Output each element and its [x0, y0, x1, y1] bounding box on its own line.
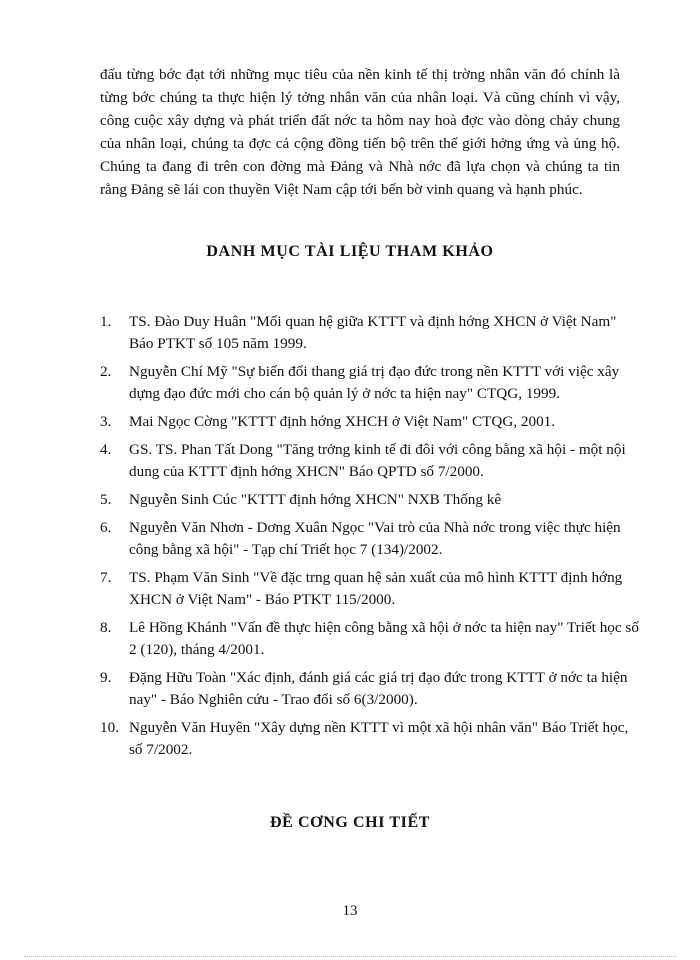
reference-text: Nguyễn Sinh Cúc "KTTT định hớng XHCN" NXB Thống kê: [129, 491, 502, 508]
outline-heading: ĐỀ CƠNG CHI TIẾT: [269, 814, 430, 831]
reference-item: [100, 489, 640, 511]
reference-text: TS. Đào Duy Huân "Mối quan hệ giữa KTTT và định hớng XHCN ở Việt Nam" Báo PTKT số 105 năm 1999.: [129, 313, 617, 352]
reference-number: 1.: [100, 313, 112, 330]
reference-text: Lê Hồng Khánh "Vấn đề thực hiện công bằng xã hội ở nớc ta hiện nay" Triết học số 2 (120), tháng 4/2001.: [129, 619, 639, 658]
reference-item: [100, 411, 640, 433]
reference-number: 6.: [100, 519, 112, 536]
reference-item: [100, 717, 640, 761]
reference-number: 7.: [100, 569, 112, 586]
reference-number: 3.: [100, 413, 112, 430]
reference-number: 2.: [100, 363, 112, 380]
reference-number: 9.: [100, 669, 112, 686]
reference-number: 10.: [100, 719, 119, 736]
reference-item: [100, 439, 640, 483]
reference-number: 5.: [100, 491, 112, 508]
reference-item: [100, 617, 640, 661]
reference-number: 8.: [100, 619, 112, 636]
reference-item: [100, 361, 640, 405]
references-heading: DANH MỤC TÀI LIỆU THAM KHẢO: [206, 243, 494, 260]
reference-number: 4.: [100, 441, 112, 458]
reference-text: Nguyễn Văn Nhơn - Dơng Xuân Ngọc "Vai trò của Nhà nớc trong việc thực hiện công bằng xã hội" - Tạp chí Triết học 7 (134)/2002.: [129, 519, 621, 558]
reference-item: [100, 667, 640, 711]
reference-item: [100, 311, 640, 355]
reference-item: [100, 517, 640, 561]
references-list: [100, 311, 640, 767]
intro-paragraph: đấu từng bớc đạt tới những mục tiêu của nền kinh tế thị trờng nhân văn đó chính là từng bớc chúng ta thực hiện lý tởng nhân văn của nhân loại. Và cũng chính vì vậy, công cuộc xây dựng và phát triển đất nớc ta hôm nay hoà đợc vào dòng chảy chung của nhân loại, chúng ta đợc cả cộng đồng tiến bộ trên thế giới hởng ứng và ủng hộ. Chúng ta đang đi trên con đờng mà Đảng và Nhà nớc đã lựa chọn và chúng ta tin rằng Đảng sẽ lái con thuyền Việt Nam cập tới bến bờ vinh quang và hạnh phúc.: [100, 66, 620, 198]
reference-text: Nguyễn Văn Huyên "Xây dựng nền KTTT vì một xã hội nhân văn" Báo Triết học, số 7/2002.: [129, 719, 629, 758]
page-number: 13: [342, 903, 358, 919]
reference-text: Mai Ngọc Cờng "KTTT định hớng XHCH ở Việt Nam" CTQG, 2001.: [129, 413, 556, 430]
reference-text: TS. Phạm Văn Sinh "Về đặc trng quan hệ sản xuất của mô hình KTTT định hớng XHCN ở Việt Nam" - Báo PTKT 115/2000.: [129, 569, 623, 608]
reference-item: [100, 567, 640, 611]
reference-text: Đặng Hữu Toàn "Xác định, đánh giá các giá trị đạo đức trong KTTT ở nớc ta hiện nay" - Báo Nghiên cứu - Trao đổi số 6(3/2000).: [129, 669, 628, 708]
reference-text: Nguyễn Chí Mỹ "Sự biến đổi thang giá trị đạo đức trong nền KTTT với việc xây dựng đạo đức mới cho cán bộ quản lý ở nớc ta hiện nay" CTQG, 1999.: [129, 363, 620, 402]
page-bottom-divider: [24, 956, 676, 957]
reference-text: GS. TS. Phan Tất Dong "Tăng trởng kinh tế đi đôi với công bằng xã hội - một nội dung của KTTT định hớng XHCN" Báo QPTD số 7/2000.: [129, 441, 626, 480]
